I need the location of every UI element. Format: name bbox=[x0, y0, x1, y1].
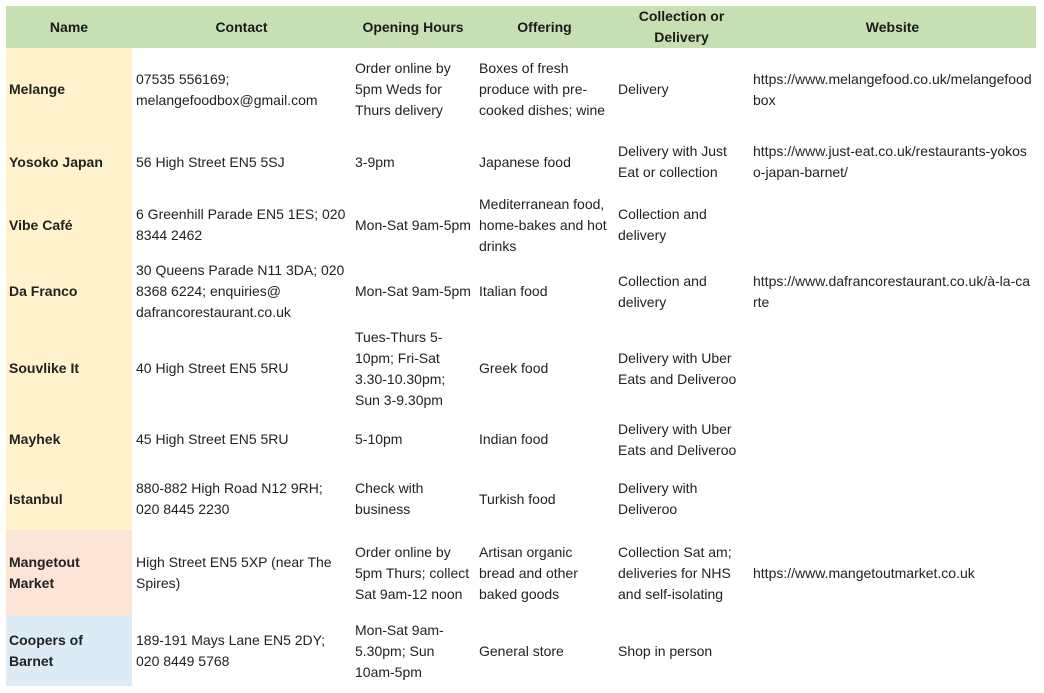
table-row bbox=[6, 530, 1036, 616]
cell-hours: Order online by 5pm Weds for Thurs delivery bbox=[355, 60, 451, 118]
cell-offering: General store bbox=[479, 642, 564, 659]
cell-contact: 56 High Street EN5 5SJ bbox=[136, 153, 285, 170]
cell-hours: Tues-Thurs 5-10pm; Fri-Sat 3.30-10.30pm; Sun 3-9.30pm bbox=[355, 328, 446, 408]
header-collection-delivery: Collection or Delivery bbox=[614, 6, 749, 48]
cell-website[interactable]: https://www.melangefood.co.uk/melangefoodbox bbox=[753, 70, 1032, 108]
header-name: Name bbox=[6, 6, 132, 48]
cell-offering: Artisan organic bread and other baked goods bbox=[479, 543, 578, 602]
cell-collection: Delivery with Uber Eats and Deliveroo bbox=[618, 420, 737, 458]
cell-name: Coopers of Barnet bbox=[6, 616, 132, 686]
cell-hours: Check with business bbox=[355, 480, 424, 517]
header-opening-hours: Opening Hours bbox=[351, 6, 475, 48]
cell-name: Mayhek bbox=[6, 411, 132, 468]
cell-contact: 45 High Street EN5 5RU bbox=[136, 431, 289, 447]
header-website: Website bbox=[749, 6, 1036, 48]
cell-website[interactable] bbox=[749, 326, 1036, 411]
cell-website[interactable] bbox=[749, 468, 1036, 530]
table-row bbox=[6, 411, 1036, 468]
header-row bbox=[6, 6, 1036, 48]
cell-offering: Greek food bbox=[479, 360, 549, 376]
cell-hours: 5-10pm bbox=[355, 431, 403, 447]
table-row bbox=[6, 131, 1036, 193]
cell-offering: Japanese food bbox=[479, 153, 571, 170]
cell-hours: Mon-Sat 9am-5pm bbox=[355, 216, 471, 233]
cell-contact: 6 Greenhill Parade EN5 1ES; 020 8344 2462 bbox=[136, 206, 346, 243]
cell-contact: 40 High Street EN5 5RU bbox=[136, 360, 289, 376]
cell-collection: Delivery with Just Eat or collection bbox=[618, 143, 727, 180]
cell-hours: Order online by 5pm Thurs; collect Sat 9am-12 noon bbox=[355, 543, 470, 602]
cell-offering: Mediterranean food, home-bakes and hot drinks bbox=[479, 195, 607, 254]
cell-name: Vibe Café bbox=[6, 193, 132, 257]
cell-name: Da Franco bbox=[6, 257, 132, 326]
cell-name: Yosoko Japan bbox=[6, 131, 132, 193]
cell-website[interactable]: https://www.dafrancorestaurant.co.uk/à-la-carte bbox=[753, 272, 1031, 310]
cell-collection: Delivery with Uber Eats and Deliveroo bbox=[618, 349, 737, 387]
cell-collection: Delivery with Deliveroo bbox=[618, 480, 698, 517]
table-row bbox=[6, 48, 1036, 131]
cell-name: Mangetout Market bbox=[6, 530, 132, 616]
cell-collection: Collection and delivery bbox=[618, 206, 707, 243]
cell-contact: 880-882 High Road N12 9RH; 020 8445 2230 bbox=[136, 480, 323, 517]
cell-collection: Collection Sat am; deliveries for NHS and self-isolating bbox=[618, 543, 732, 602]
cell-website[interactable] bbox=[749, 616, 1036, 686]
cell-offering: Turkish food bbox=[479, 490, 556, 507]
table-row bbox=[6, 468, 1036, 530]
table-row bbox=[6, 257, 1036, 326]
cell-contact: 30 Queens Parade N11 3DA; 020 8368 6224; enquiries@ dafrancorestaurant.co.uk bbox=[136, 262, 345, 320]
cell-website[interactable]: https://www.just-eat.co.uk/restaurants-yokoso-japan-barnet/ bbox=[753, 143, 1027, 180]
cell-hours: Mon-Sat 9am-5.30pm; Sun 10am-5pm bbox=[355, 621, 444, 680]
cell-contact: 189-191 Mays Lane EN5 2DY; 020 8449 5768 bbox=[136, 632, 325, 669]
cell-website[interactable] bbox=[749, 411, 1036, 468]
cell-hours: Mon-Sat 9am-5pm bbox=[355, 283, 471, 299]
cell-name: Souvlike It bbox=[6, 326, 132, 411]
cell-collection: Shop in person bbox=[618, 642, 713, 659]
cell-hours: 3-9pm bbox=[355, 153, 395, 170]
listings-table bbox=[6, 6, 1036, 686]
cell-name: Istanbul bbox=[6, 468, 132, 530]
cell-collection: Collection and delivery bbox=[618, 272, 707, 310]
cell-contact: 07535 556169; melangefoodbox@gmail.com bbox=[136, 70, 318, 108]
cell-collection: Delivery bbox=[618, 81, 669, 97]
cell-contact: High Street EN5 5XP (near The Spires) bbox=[136, 554, 332, 591]
table-row bbox=[6, 193, 1036, 257]
cell-offering: Boxes of fresh produce with pre-cooked dishes; wine bbox=[479, 60, 606, 118]
table-row bbox=[6, 616, 1036, 686]
table-row bbox=[6, 326, 1036, 411]
cell-website[interactable] bbox=[749, 193, 1036, 257]
header-contact: Contact bbox=[132, 6, 351, 48]
cell-name: Melange bbox=[6, 48, 132, 131]
cell-website[interactable]: https://www.mangetoutmarket.co.uk bbox=[753, 564, 975, 581]
header-offering: Offering bbox=[475, 6, 614, 48]
cell-offering: Indian food bbox=[479, 431, 549, 447]
cell-offering: Italian food bbox=[479, 283, 548, 299]
